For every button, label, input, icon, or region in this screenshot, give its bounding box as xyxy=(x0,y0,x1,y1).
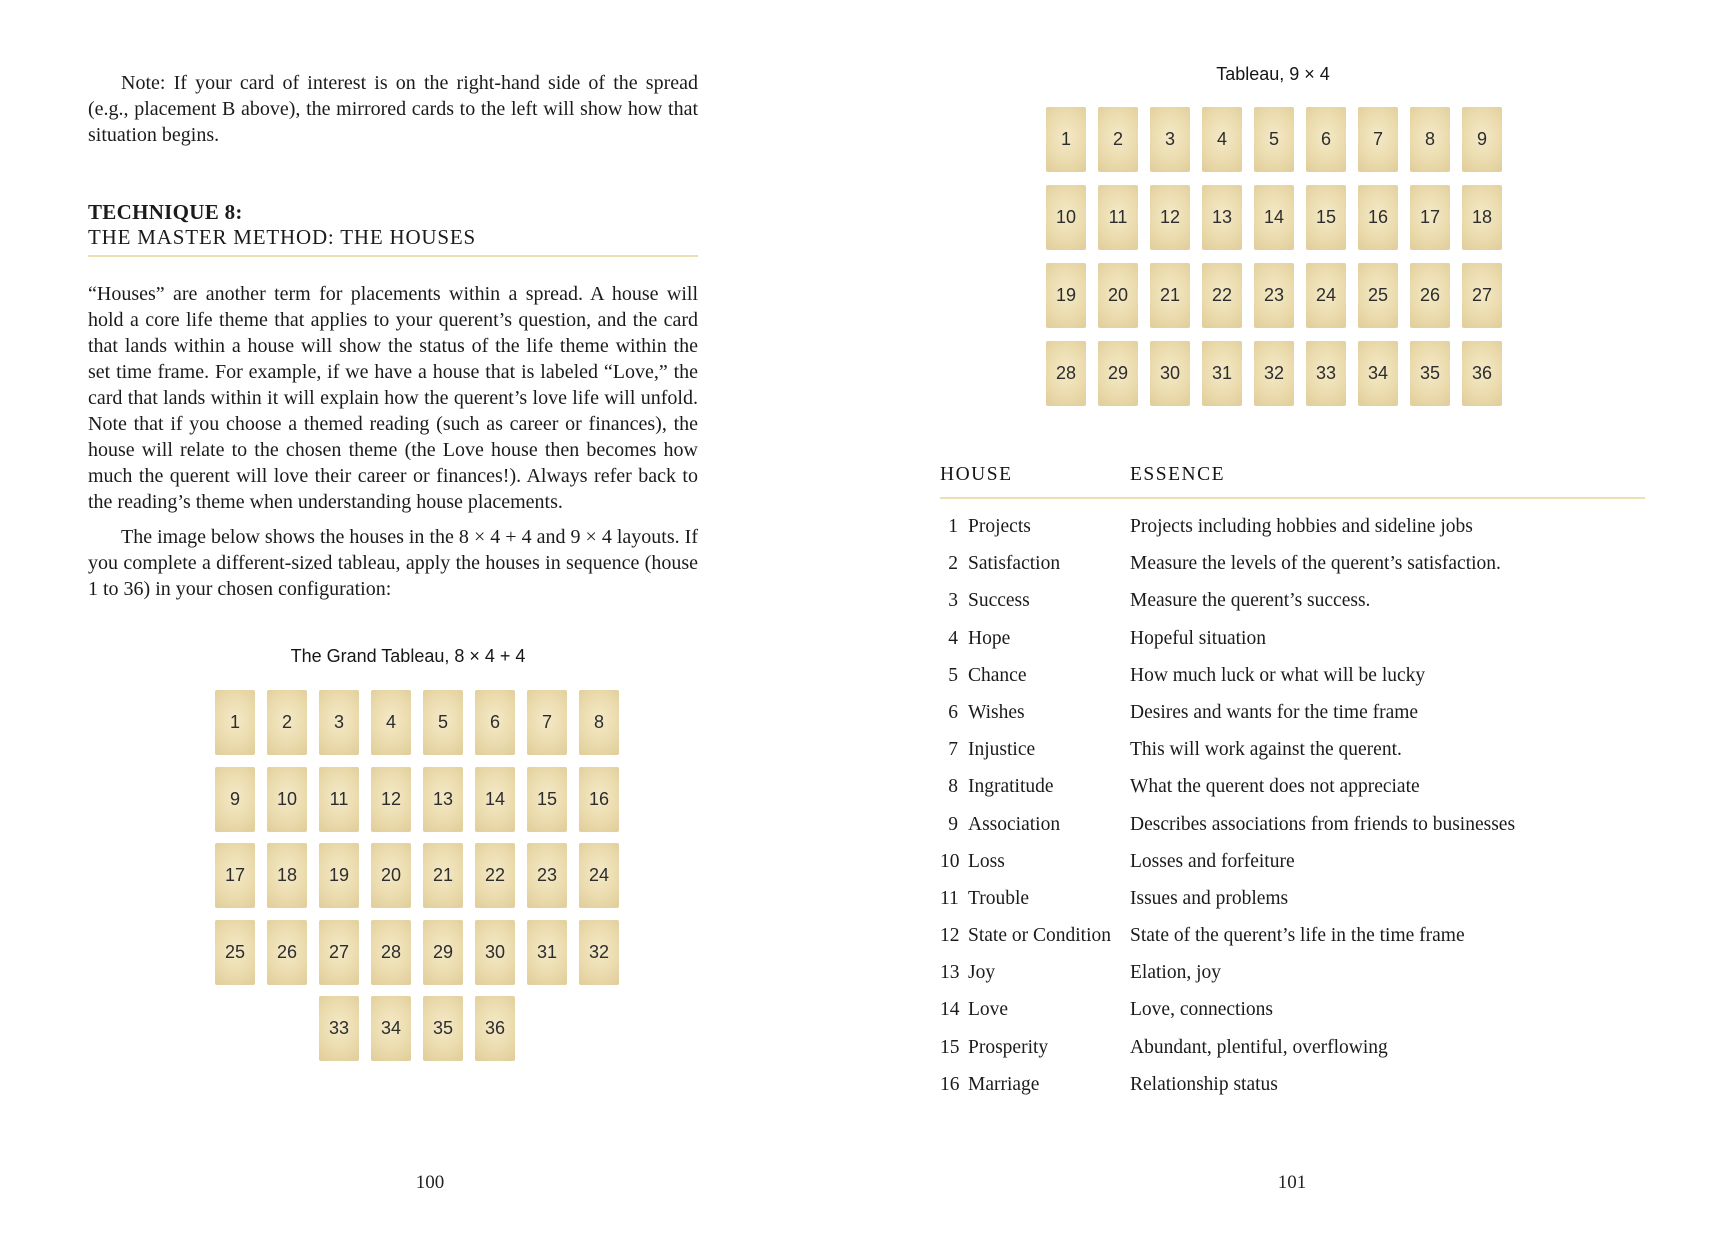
house-card-21: 21 xyxy=(1150,263,1190,328)
house-card-34: 34 xyxy=(1358,341,1398,406)
house-card-35: 35 xyxy=(423,996,463,1061)
house-essence: Issues and problems xyxy=(1130,887,1289,909)
house-card-24: 24 xyxy=(1306,263,1346,328)
note-paragraph-text: Note: If your card of interest is on the right-hand side of the spread (e.g., placement B above), the mirrored cards to the left will show how that situation begins. xyxy=(88,72,698,146)
house-number: 4 xyxy=(948,627,958,649)
house-essence: Desires and wants for the time frame xyxy=(1130,701,1419,723)
house-card-3: 3 xyxy=(319,690,359,755)
house-card-32: 32 xyxy=(579,920,619,985)
house-card-26: 26 xyxy=(1410,263,1450,328)
tableau-9x4-title: Tableau, 9 × 4 xyxy=(1216,64,1330,84)
house-card-20: 20 xyxy=(1098,263,1138,328)
house-card-25: 25 xyxy=(1358,263,1398,328)
house-card-19: 19 xyxy=(319,843,359,908)
heading-technique-title: THE MASTER METHOD: THE HOUSES xyxy=(88,225,476,249)
house-essence: Hopeful situation xyxy=(1130,627,1266,649)
house-card-12: 12 xyxy=(371,767,411,832)
house-table-row xyxy=(940,880,1645,917)
house-card-13: 13 xyxy=(1202,185,1242,250)
house-card-24: 24 xyxy=(579,843,619,908)
house-name: Success xyxy=(968,590,1030,612)
house-number: 9 xyxy=(948,813,958,835)
house-name: Joy xyxy=(968,962,996,984)
house-card-7: 7 xyxy=(1358,107,1398,172)
house-number: 13 xyxy=(940,962,960,984)
house-card-27: 27 xyxy=(1462,263,1502,328)
house-table-row xyxy=(940,694,1645,731)
house-card-23: 23 xyxy=(527,843,567,908)
house-card-6: 6 xyxy=(1306,107,1346,172)
house-table-rule xyxy=(940,497,1645,499)
house-card-4: 4 xyxy=(371,690,411,755)
house-table-row xyxy=(940,768,1645,805)
house-card-13: 13 xyxy=(423,767,463,832)
house-card-15: 15 xyxy=(527,767,567,832)
house-name: Wishes xyxy=(968,701,1025,723)
tableau-9x4-grid xyxy=(1046,107,1502,406)
house-card-7: 7 xyxy=(527,690,567,755)
house-card-31: 31 xyxy=(1202,341,1242,406)
house-card-29: 29 xyxy=(423,920,463,985)
house-card-17: 17 xyxy=(215,843,255,908)
house-essence: Relationship status xyxy=(1130,1073,1278,1095)
house-card-32: 32 xyxy=(1254,341,1294,406)
house-table-row xyxy=(940,545,1645,582)
house-card-25: 25 xyxy=(215,920,255,985)
house-table-row xyxy=(940,657,1645,694)
house-card-5: 5 xyxy=(423,690,463,755)
house-number: 6 xyxy=(948,701,958,723)
house-name: Ingratitude xyxy=(968,776,1054,798)
house-name: Prosperity xyxy=(968,1036,1049,1058)
house-card-22: 22 xyxy=(1202,263,1242,328)
house-table-row xyxy=(940,806,1645,843)
house-essence: Love, connections xyxy=(1130,999,1273,1021)
house-number: 1 xyxy=(948,516,958,537)
house-name: Love xyxy=(968,999,1009,1021)
house-card-11: 11 xyxy=(319,767,359,832)
left-page-paragraph-2 xyxy=(88,524,698,602)
house-number: 12 xyxy=(940,925,960,947)
house-card-28: 28 xyxy=(371,920,411,985)
house-card-27: 27 xyxy=(319,920,359,985)
house-table-row xyxy=(940,1029,1645,1066)
house-card-18: 18 xyxy=(1462,185,1502,250)
house-number: 16 xyxy=(940,1073,960,1095)
house-card-35: 35 xyxy=(1410,341,1450,406)
house-card-29: 29 xyxy=(1098,341,1138,406)
house-table-row xyxy=(940,582,1645,619)
house-card-30: 30 xyxy=(1150,341,1190,406)
house-name: Satisfaction xyxy=(968,553,1061,575)
heading-technique-number: TECHNIQUE 8: xyxy=(88,200,243,224)
house-number: 15 xyxy=(940,1036,960,1058)
house-essence: State of the querent’s life in the time frame xyxy=(1130,925,1465,947)
house-card-15: 15 xyxy=(1306,185,1346,250)
house-card-20: 20 xyxy=(371,843,411,908)
house-card-5: 5 xyxy=(1254,107,1294,172)
house-name: Loss xyxy=(968,850,1005,872)
house-essence: Projects including hobbies and sideline jobs xyxy=(1130,516,1473,537)
house-card-36: 36 xyxy=(1462,341,1502,406)
house-card-34: 34 xyxy=(371,996,411,1061)
house-table xyxy=(940,464,1645,1103)
house-card-36: 36 xyxy=(475,996,515,1061)
essence-column-header: ESSENCE xyxy=(1130,464,1226,485)
page-number-left: 100 xyxy=(415,1172,445,1193)
house-essence: Losses and forfeiture xyxy=(1130,850,1295,872)
body-paragraph-1-text: “Houses” are another term for placements within a spread. A house will hold a core life theme that applies to your querent’s question, and the card that lands within a house will show the status of the life theme within the set time frame. For example, if we have a house that is labeled “Love,” the card that lands within it will explain how the querent’s love life will unfold. Note that if you choose a themed reading (such as career or finances), the house will relate to the chosen theme (the Love house then becomes how much the querent will love their career or finances!). Always refer back to the reading’s theme when understanding house placements. xyxy=(88,283,698,513)
house-card-17: 17 xyxy=(1410,185,1450,250)
house-card-18: 18 xyxy=(267,843,307,908)
house-card-26: 26 xyxy=(267,920,307,985)
house-card-14: 14 xyxy=(1254,185,1294,250)
house-essence: This will work against the querent. xyxy=(1130,739,1402,761)
house-essence: What the querent does not appreciate xyxy=(1130,776,1420,798)
house-number: 7 xyxy=(948,739,958,761)
house-table-header xyxy=(940,464,1645,486)
house-name: Marriage xyxy=(968,1073,1040,1095)
house-card-33: 33 xyxy=(319,996,359,1061)
house-essence: Describes associations from friends to businesses xyxy=(1130,813,1516,835)
house-card-22: 22 xyxy=(475,843,515,908)
house-table-row xyxy=(940,991,1645,1028)
house-card-33: 33 xyxy=(1306,341,1346,406)
house-card-16: 16 xyxy=(1358,185,1398,250)
house-table-row xyxy=(940,620,1645,657)
house-card-30: 30 xyxy=(475,920,515,985)
house-name: Trouble xyxy=(968,887,1030,909)
section-heading xyxy=(88,200,698,250)
house-essence: Abundant, plentiful, overflowing xyxy=(1130,1036,1388,1058)
house-name: Association xyxy=(968,813,1061,835)
house-card-31: 31 xyxy=(527,920,567,985)
house-card-28: 28 xyxy=(1046,341,1086,406)
house-essence: Measure the levels of the querent’s satisfaction. xyxy=(1130,553,1501,575)
house-number: 3 xyxy=(948,590,958,612)
house-card-1: 1 xyxy=(215,690,255,755)
body-paragraph-2-text: The image below shows the houses in the 8 × 4 + 4 and 9 × 4 layouts. If you complete a different-sized tableau, apply the houses in sequence (house 1 to 36) in your chosen configuration: xyxy=(88,526,698,600)
house-card-19: 19 xyxy=(1046,263,1086,328)
house-number: 14 xyxy=(940,999,960,1021)
house-number: 8 xyxy=(948,776,958,798)
house-card-3: 3 xyxy=(1150,107,1190,172)
house-table-rows xyxy=(940,508,1645,1103)
house-name: Projects xyxy=(968,516,1031,537)
house-table-row xyxy=(940,917,1645,954)
house-card-6: 6 xyxy=(475,690,515,755)
house-card-8: 8 xyxy=(579,690,619,755)
house-card-8: 8 xyxy=(1410,107,1450,172)
house-card-2: 2 xyxy=(267,690,307,755)
house-card-4: 4 xyxy=(1202,107,1242,172)
house-card-9: 9 xyxy=(1462,107,1502,172)
house-column-header: HOUSE xyxy=(940,464,1013,485)
house-number: 11 xyxy=(940,887,959,909)
page-number-right: 101 xyxy=(1277,1172,1307,1193)
house-card-11: 11 xyxy=(1098,185,1138,250)
house-table-row xyxy=(940,1066,1645,1103)
heading-rule xyxy=(88,255,698,257)
house-card-16: 16 xyxy=(579,767,619,832)
house-essence: Elation, joy xyxy=(1130,962,1221,984)
house-card-9: 9 xyxy=(215,767,255,832)
grand-tableau-title: The Grand Tableau, 8 × 4 + 4 xyxy=(290,646,526,666)
house-table-row xyxy=(940,508,1645,545)
left-page-note-paragraph xyxy=(88,70,698,148)
house-number: 5 xyxy=(948,664,958,686)
house-name: Hope xyxy=(968,627,1011,649)
grand-tableau-grid xyxy=(215,690,619,985)
house-card-23: 23 xyxy=(1254,263,1294,328)
house-table-row xyxy=(940,731,1645,768)
house-number: 2 xyxy=(948,553,958,575)
house-card-14: 14 xyxy=(475,767,515,832)
house-card-1: 1 xyxy=(1046,107,1086,172)
house-card-12: 12 xyxy=(1150,185,1190,250)
left-page-paragraph-1 xyxy=(88,281,698,515)
house-name: Injustice xyxy=(968,739,1036,761)
house-table-row xyxy=(940,954,1645,991)
house-name: Chance xyxy=(968,664,1027,686)
house-name: State or Condition xyxy=(968,925,1111,947)
grand-tableau-bottom-row xyxy=(319,996,515,1061)
house-card-10: 10 xyxy=(267,767,307,832)
house-card-2: 2 xyxy=(1098,107,1138,172)
house-table-row xyxy=(940,843,1645,880)
house-card-21: 21 xyxy=(423,843,463,908)
house-essence: Measure the querent’s success. xyxy=(1130,590,1371,612)
house-number: 10 xyxy=(940,850,960,872)
house-card-10: 10 xyxy=(1046,185,1086,250)
house-essence: How much luck or what will be lucky xyxy=(1130,664,1426,686)
